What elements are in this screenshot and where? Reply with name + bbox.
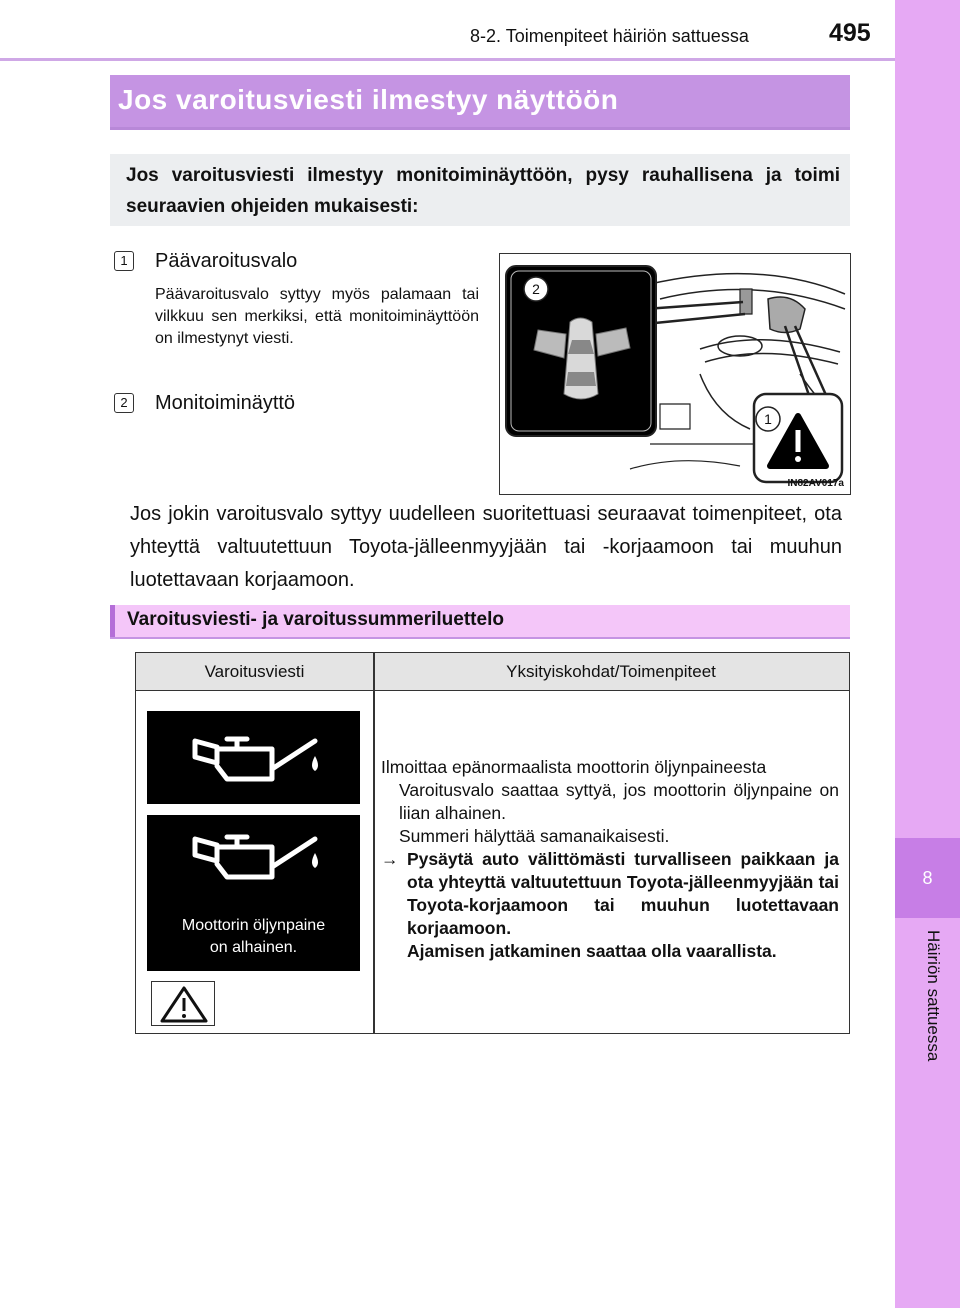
item-label-multi-display: Monitoiminäyttö <box>155 392 296 414</box>
warning-triangle-icon <box>152 982 216 1027</box>
subsection-underline <box>110 637 850 639</box>
subsection-title: Varoitusviesti- ja varoitussummeriluettelo <box>127 609 504 630</box>
item-description: Päävaroitusvalo syttyy myös palamaan tai vilkkuu sen merkiksi, että monitoiminäyttöön on ilmestynyt viesti. <box>155 286 479 347</box>
dashboard-figure <box>499 253 851 495</box>
figure-id: IN82AV017a <box>787 478 844 489</box>
item-label-master-warning: Päävaroitusvalo <box>155 250 298 272</box>
details-line: Summeri hälyttää samanaikaisesti. <box>399 826 670 846</box>
column-divider <box>373 653 375 1033</box>
item-number-badge: 1 <box>114 251 134 271</box>
chapter-number: 8 <box>895 838 960 918</box>
details-title: Ilmoittaa epänormaalista moottorin öljynpaineesta <box>381 757 767 777</box>
action-note: Ajamisen jatkaminen saattaa olla vaarallista. <box>407 941 777 961</box>
callout-1: 1 <box>764 411 772 427</box>
table-header-details: Yksityiskohdat/Toimenpiteet <box>373 653 849 691</box>
oil-pressure-warning-icon <box>147 815 360 910</box>
page-number: 495 <box>829 19 871 47</box>
action-instruction <box>381 848 839 940</box>
intro-text: Jos varoitusviesti ilmestyy monitoiminäyttöön, pysy rauhallisena ja toimi seuraavien ohjeiden mukaisesti: <box>126 165 840 217</box>
details-line: Varoitusvalo saattaa syttyä, jos moottorin öljynpaine on liian alhainen. <box>399 780 839 823</box>
intro-box <box>110 154 850 226</box>
warning-table <box>135 652 850 1034</box>
screen-message-line: Moottorin öljynpaine <box>181 917 326 934</box>
subsection-bar <box>110 605 850 637</box>
chapter-label: Häiriön sattuessa <box>924 930 943 1062</box>
action-text: Pysäytä auto välittömästi turvalliseen paikkaan ja ota yhteyttä valtuutettuun Toyota-jälleenmyyjään tai Toyota-korjaamoon tai muuhun luotettavaan korjaamoon. <box>407 849 839 938</box>
section-title-bar <box>110 75 850 127</box>
dashboard-illustration <box>500 254 850 494</box>
screen-message <box>147 915 360 959</box>
header-rule <box>0 58 895 61</box>
section-reference: 8-2. Toimenpiteet häiriön sattuessa <box>470 26 749 46</box>
item-number-badge: 2 <box>114 393 134 413</box>
arrow-icon: → <box>381 849 399 869</box>
screen-message-line: on alhainen. <box>209 939 298 956</box>
callout-2: 2 <box>532 281 540 297</box>
table-header-message: Varoitusviesti <box>136 653 373 691</box>
chapter-side-tab <box>895 0 960 1308</box>
body-paragraph: Jos jokin varoitusvalo syttyy uudelleen suoritettuasi seuraavat toimenpiteet, ota yhteyttä valtuutettuun Toyota-jälleenmyyjään tai -korjaamoon tai muuhun luotettavaan korjaamoon. <box>130 503 842 591</box>
multi-display-screen <box>147 815 360 971</box>
title-underline <box>110 127 850 130</box>
section-title: Jos varoitusviesti ilmestyy näyttöön <box>118 84 619 115</box>
warning-light-panel <box>147 711 360 804</box>
oil-pressure-warning-icon <box>147 711 360 804</box>
details-cell <box>381 756 839 963</box>
buzzer-symbol-box <box>151 981 215 1026</box>
